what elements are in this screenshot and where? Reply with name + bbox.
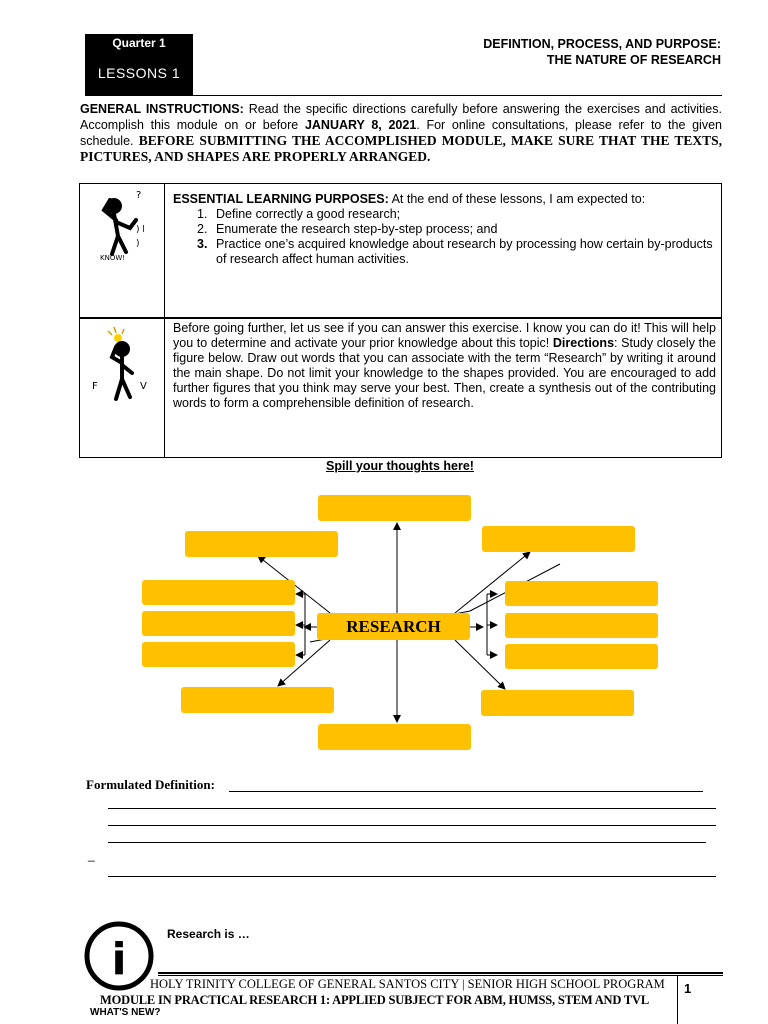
svg-text:i: i [111, 934, 127, 985]
svg-text:?: ? [136, 190, 142, 201]
footer-rule-thin [158, 975, 723, 976]
answer-box-left-2[interactable] [142, 611, 295, 636]
page-title-line2: THE NATURE OF RESEARCH [546, 53, 721, 67]
instructions-emphasis: BEFORE SUBMITTING THE ACCOMPLISHED MODULE, MAKE SURE THAT THE TEXTS, PICTURES, AND SHAPES ARE PROPERLY ARRANGED. [80, 133, 722, 164]
answer-box-right-3[interactable] [505, 644, 658, 669]
list-item: 1. Define correctly a good research; [197, 207, 401, 221]
purposes-label: ESSENTIAL LEARNING PURPOSES: [173, 192, 389, 206]
research-is-label: Research is … [167, 927, 250, 941]
diagram-heading: Spill your thoughts here! [326, 459, 474, 473]
page-number-divider [677, 976, 678, 1024]
svg-text:KNOW!: KNOW! [100, 254, 126, 260]
instructions-text2: . For online consultations, please refer to the given schedule. [80, 118, 722, 148]
arrow-lower-right [455, 640, 505, 689]
svg-text:): ) [136, 239, 140, 249]
answer-box-bottom[interactable] [318, 724, 471, 750]
answer-box-right-1[interactable] [505, 581, 658, 606]
due-date: JANUARY 8, 2021 [304, 118, 417, 132]
definition-label: Formulated Definition: [86, 777, 215, 792]
info-circle-icon [84, 920, 154, 992]
definition-line-4[interactable] [108, 842, 706, 843]
definition-dash: _ [88, 848, 95, 862]
module-title: MODULE IN PRACTICAL RESEARCH 1: APPLIED SUBJECT FOR ABM, HUMSS, STEM AND TVL [100, 993, 650, 1007]
svg-text:V: V [140, 381, 147, 392]
answer-box-right-2[interactable] [505, 613, 658, 638]
answer-box-top[interactable] [318, 495, 471, 521]
activity-intro: Before going further, let us see if you can answer this exercise. I know you can do it! This will help you to determine and activate your prior knowledge about this topic! [173, 321, 716, 350]
page-title-line1: DEFINTION, PROCESS, AND PURPOSE: [483, 37, 721, 51]
directions-text: : Study closely the figure below. Draw out words that you can associate with the term “Research” by writing it around the main shape. Do not limit your knowledge to the shapes provided. You are encouraged to add further figures that you think may serve your best. Then, create a synthesis out of the contributing words to form a comprehensible definition of research. [173, 336, 716, 410]
footer-rule-top [158, 972, 723, 974]
purposes-intro: At the end of these lessons, I am expected to: [388, 192, 646, 206]
whats-new-label: WHAT'S NEW? [90, 1007, 161, 1018]
answer-box-left-1[interactable] [142, 580, 295, 605]
definition-line-5[interactable] [108, 876, 716, 877]
instructions-label: GENERAL INSTRUCTIONS: [80, 102, 244, 116]
definition-line-2[interactable] [108, 808, 716, 809]
list-item: 2. Enumerate the research step-by-step process; and [197, 222, 498, 236]
answer-box-upper-left[interactable] [185, 531, 338, 557]
svg-text:) l: ) l [136, 225, 145, 235]
lessons-label: LESSONS 1 [97, 65, 181, 81]
definition-line-1[interactable] [229, 791, 703, 792]
quarter-label: Quarter 1 [112, 36, 166, 50]
answer-box-left-3[interactable] [142, 642, 295, 667]
definition-line-3[interactable] [108, 825, 716, 826]
answer-box-lower-left[interactable] [181, 687, 334, 713]
page-number: 1 [684, 981, 692, 996]
answer-box-upper-right[interactable] [482, 526, 635, 552]
research-hub: RESEARCH [317, 613, 470, 640]
answer-box-lower-right[interactable] [481, 690, 634, 716]
svg-text:F: F [92, 381, 98, 392]
directions-label: Directions [552, 336, 615, 350]
instructions-text1: Read the specific directions carefully before answering the exercises and activities. Accomplish this module on or before [80, 102, 722, 132]
list-item: 3. Practice one’s acquired knowledge about research by processing how certain by-products of research affect human activities. [197, 237, 713, 266]
school-name: HOLY TRINITY COLLEGE OF GENERAL SANTOS CITY | SENIOR HIGH SCHOOL PROGRAM [150, 977, 665, 991]
